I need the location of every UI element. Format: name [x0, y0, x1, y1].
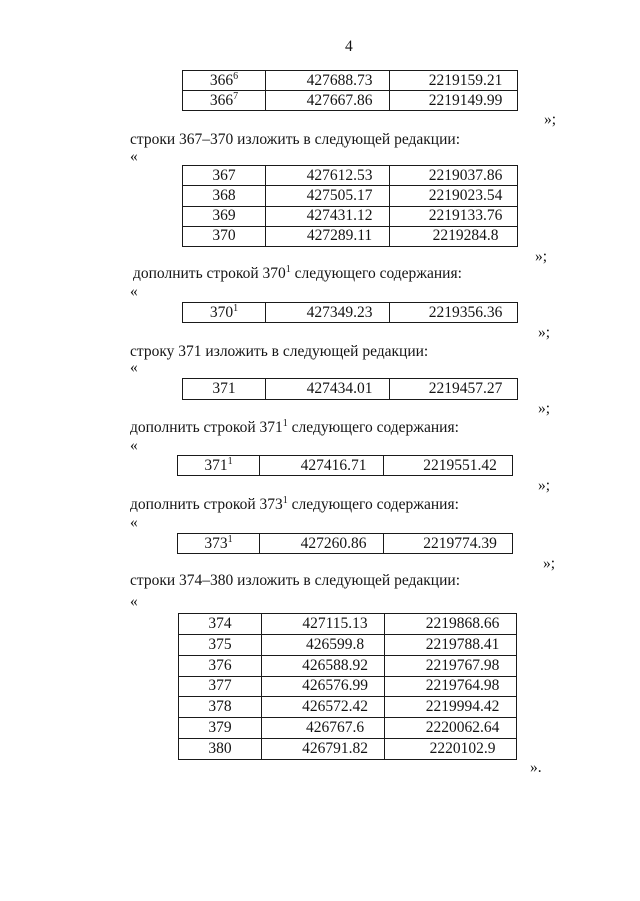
row-number-superscript: 1: [282, 495, 288, 506]
coordinate-y-cell: 2219457.27: [390, 379, 518, 400]
point-number-cell: 369: [183, 206, 266, 226]
coordinate-x-cell: 427505.17: [266, 186, 390, 206]
coordinate-row: [179, 634, 517, 655]
opening-quote: «: [130, 148, 138, 165]
coordinate-y-cell: 2219149.99: [390, 91, 518, 111]
coordinate-row: [183, 379, 518, 400]
coordinates-table: [177, 533, 513, 554]
point-number-cell: 380: [179, 739, 262, 760]
point-number-superscript: 1: [227, 455, 233, 467]
opening-quote: «: [130, 593, 138, 610]
point-number-cell: [183, 303, 266, 323]
coordinate-row: [179, 614, 517, 635]
coordinate-row: [178, 534, 513, 554]
coordinates-table: [182, 165, 518, 247]
coordinate-y-cell: 2219356.36: [390, 303, 518, 323]
coordinate-y-cell: 2219284.8: [390, 226, 518, 246]
point-number: 370: [209, 303, 234, 321]
coordinate-x-cell: 427434.01: [266, 379, 390, 400]
instruction-text: дополнить строкой 373: [130, 496, 283, 513]
point-number: 366: [209, 91, 234, 109]
point-number-cell: 371: [183, 379, 266, 400]
coordinate-y-cell: 2219767.98: [385, 655, 517, 676]
point-number: 366: [209, 71, 234, 89]
coordinates-table: [178, 613, 517, 760]
point-number: 371: [204, 456, 228, 474]
instruction-text: следующего содержания:: [287, 419, 459, 436]
opening-quote: «: [130, 359, 138, 376]
amendment-instruction: [130, 419, 459, 436]
opening-quote: «: [130, 514, 138, 531]
coordinate-x-cell: 426791.82: [262, 739, 385, 760]
point-number-cell: 377: [179, 676, 262, 697]
point-number-cell: 375: [179, 634, 262, 655]
coordinate-row: [178, 456, 513, 476]
coordinate-y-cell: 2220102.9: [385, 739, 517, 760]
amendment-instruction: строку 371 изложить в следующей редакции:: [130, 343, 429, 360]
coordinate-y-cell: 2219774.39: [384, 534, 513, 554]
point-number-cell: [183, 91, 266, 111]
coordinate-row: [179, 697, 517, 718]
amendment-instruction: [130, 496, 459, 513]
closing-quote: »;: [538, 324, 551, 341]
point-number-cell: [183, 71, 266, 91]
coordinate-row: [179, 718, 517, 739]
instruction-text: следующего содержания:: [287, 496, 459, 513]
coordinate-y-cell: 2219023.54: [390, 186, 518, 206]
point-number-superscript: 7: [233, 90, 239, 102]
closing-quote: »;: [535, 248, 548, 265]
coordinate-y-cell: 2219551.42: [384, 456, 513, 476]
point-number-superscript: 1: [227, 533, 233, 545]
point-number-cell: 368: [183, 186, 266, 206]
coordinate-x-cell: 426588.92: [262, 655, 385, 676]
amendment-instruction: строки 367–370 изложить в следующей редакции:: [130, 131, 461, 148]
opening-quote: «: [130, 283, 138, 300]
closing-quote: ».: [530, 759, 542, 776]
point-number-cell: [178, 456, 260, 476]
page-number: 4: [345, 38, 353, 55]
opening-quote: «: [130, 437, 138, 454]
instruction-text: дополнить строкой 371: [130, 419, 283, 436]
coordinate-row: [183, 186, 518, 206]
coordinate-y-cell: 2219764.98: [385, 676, 517, 697]
coordinate-x-cell: 427612.53: [266, 166, 390, 186]
coordinate-row: [183, 91, 518, 111]
coordinate-row: [179, 655, 517, 676]
coordinate-y-cell: 2219037.86: [390, 166, 518, 186]
instruction-text: дополнить строкой 370: [133, 265, 286, 282]
coordinate-x-cell: 427115.13: [262, 614, 385, 635]
row-number-superscript: 1: [282, 418, 288, 429]
point-number-cell: 374: [179, 614, 262, 635]
coordinate-x-cell: 427431.12: [266, 206, 390, 226]
closing-quote: »;: [538, 400, 551, 417]
point-number-cell: 376: [179, 655, 262, 676]
point-number: 373: [204, 534, 228, 552]
coordinate-x-cell: 427289.11: [266, 226, 390, 246]
coordinate-y-cell: 2219133.76: [390, 206, 518, 226]
point-number-cell: 370: [183, 226, 266, 246]
coordinate-y-cell: 2219788.41: [385, 634, 517, 655]
coordinate-row: [183, 303, 518, 323]
coordinate-x-cell: 426572.42: [262, 697, 385, 718]
point-number-superscript: 1: [233, 302, 239, 314]
amendment-instruction: строки 374–380 изложить в следующей редакции:: [130, 572, 461, 589]
point-number-cell: 378: [179, 697, 262, 718]
coordinates-table: [182, 70, 518, 111]
coordinate-x-cell: 427416.71: [260, 456, 384, 476]
point-number-superscript: 6: [233, 70, 239, 82]
coordinate-x-cell: 427260.86: [260, 534, 384, 554]
coordinates-table: [182, 302, 518, 323]
amendment-instruction: [133, 265, 462, 282]
coordinates-table: [177, 455, 513, 476]
row-number-superscript: 1: [285, 264, 291, 275]
coordinates-table: [182, 378, 518, 400]
coordinate-row: [183, 226, 518, 246]
coordinate-row: [183, 71, 518, 91]
closing-quote: »;: [544, 111, 557, 128]
coordinate-x-cell: 426767.6: [262, 718, 385, 739]
coordinate-row: [183, 206, 518, 226]
coordinate-y-cell: 2219994.42: [385, 697, 517, 718]
point-number-cell: 379: [179, 718, 262, 739]
closing-quote: »;: [543, 555, 556, 572]
coordinate-y-cell: 2219868.66: [385, 614, 517, 635]
point-number-cell: 367: [183, 166, 266, 186]
closing-quote: »;: [538, 477, 551, 494]
coordinate-x-cell: 426576.99: [262, 676, 385, 697]
coordinate-x-cell: 427667.86: [266, 91, 390, 111]
coordinate-x-cell: 426599.8: [262, 634, 385, 655]
point-number-cell: [178, 534, 260, 554]
coordinate-row: [183, 166, 518, 186]
coordinate-y-cell: 2220062.64: [385, 718, 517, 739]
coordinate-row: [179, 676, 517, 697]
instruction-text: следующего содержания:: [290, 265, 462, 282]
coordinate-x-cell: 427349.23: [266, 303, 390, 323]
coordinate-x-cell: 427688.73: [266, 71, 390, 91]
coordinate-y-cell: 2219159.21: [390, 71, 518, 91]
coordinate-row: [179, 739, 517, 760]
